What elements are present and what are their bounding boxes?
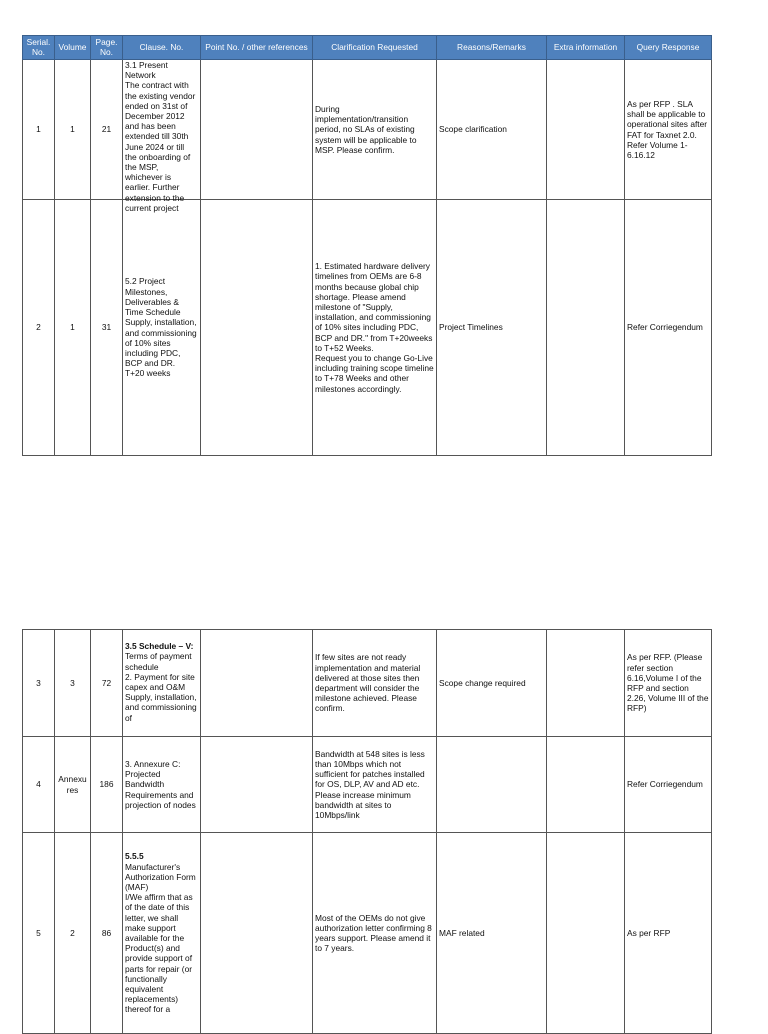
header-serial[interactable]: Serial. No.	[23, 36, 55, 60]
cell-reason[interactable]	[437, 737, 547, 833]
cell-reason[interactable]: Scope change required	[437, 630, 547, 737]
table-row	[23, 200, 712, 456]
cell-response[interactable]: Refer Corriegendum	[625, 200, 712, 456]
header-clarification[interactable]: Clarification Requested	[313, 36, 437, 60]
cell-point[interactable]	[201, 737, 313, 833]
cell-clarification[interactable]: During implementation/transition period, no SLAs of existing system will be applicable to MSP. Please confirm.	[313, 60, 437, 200]
cell-point[interactable]	[201, 200, 313, 456]
cell-volume[interactable]: 2	[55, 833, 91, 1034]
cell-clarification[interactable]: Most of the OEMs do not give authorization letter confirming 8 years support. Please amend it to 7 years.	[313, 833, 437, 1034]
table-section-top	[22, 35, 712, 456]
cell-volume[interactable]: 3	[55, 630, 91, 737]
cell-clarification[interactable]: 1. Estimated hardware delivery timelines from OEMs are 6-8 months because global chip shortage. Please amend milestone of "Supply, installation, and commissioning of 10% sites including PDC, BCP and DR." from T+20weeks to T+52 Weeks. Request you to change Go-Live including training scope timeline to T+78 Weeks and other milestones accordingly.	[313, 200, 437, 456]
header-reason[interactable]: Reasons/Remarks	[437, 36, 547, 60]
cell-clause-text: 5.2 Project Milestones, Deliverables & Time Schedule Supply, installation, and commissioning of 10% sites including PDC, BCP and DR. T+20 weeks	[125, 276, 197, 379]
cell-page[interactable]: 86	[91, 833, 123, 1034]
clarification-table-top	[22, 35, 712, 456]
cell-extra[interactable]	[547, 833, 625, 1034]
cell-serial[interactable]: 4	[23, 737, 55, 833]
cell-volume[interactable]: 1	[55, 60, 91, 200]
cell-point[interactable]	[201, 630, 313, 737]
table-row	[23, 833, 712, 1034]
table-row	[23, 630, 712, 737]
cell-clarification[interactable]: If few sites are not ready implementation and material delivered at those sites then department will consider the milestone achieved. Please confirm.	[313, 630, 437, 737]
cell-volume[interactable]: 1	[55, 200, 91, 456]
cell-response[interactable]: As per RFP . SLA shall be applicable to operational sites after FAT for Taxnet 2.0. Refer Volume 1- 6.16.12	[625, 60, 712, 200]
cell-clause[interactable]	[123, 833, 201, 1034]
cell-serial[interactable]: 3	[23, 630, 55, 737]
cell-serial[interactable]: 1	[23, 60, 55, 200]
clarification-table-bottom	[22, 629, 712, 1034]
cell-point[interactable]	[201, 60, 313, 200]
cell-response[interactable]: As per RFP. (Please refer section 6.16,Volume I of the RFP and section 2.26, Volume III of the RFP)	[625, 630, 712, 737]
cell-reason[interactable]: MAF related	[437, 833, 547, 1034]
cell-serial[interactable]: 5	[23, 833, 55, 1034]
header-page[interactable]: Page. No.	[91, 36, 123, 60]
cell-extra[interactable]	[547, 630, 625, 737]
header-row	[23, 36, 712, 60]
cell-clause-text: 3.5 Schedule – V: Terms of payment schedule 2. Payment for site capex and O&M Supply, installation, and commissioning of	[125, 641, 197, 723]
table-section-bottom	[22, 629, 712, 1034]
header-point[interactable]: Point No. / other references	[201, 36, 313, 60]
cell-serial[interactable]: 2	[23, 200, 55, 456]
cell-clause[interactable]	[123, 60, 201, 213]
cell-clause[interactable]	[123, 737, 201, 833]
cell-extra[interactable]	[547, 200, 625, 456]
cell-page[interactable]: 31	[91, 200, 123, 456]
cell-clause-text: 5.5.5 Manufacturer's Authorization Form (MAF) I/We affirm that as of the date of this letter, we shall make support available for the Product(s) and provide support of parts for repair (or functionally equivalent replacements) thereof for a	[125, 851, 196, 1015]
cell-volume[interactable]: Annexures	[55, 737, 91, 833]
cell-extra[interactable]	[547, 60, 625, 200]
cell-extra[interactable]	[547, 737, 625, 833]
cell-clarification[interactable]: Bandwidth at 548 sites is less than 10Mbps which not sufficient for patches installed for OS, DLP, AV and AD etc. Please increase minimum bandwidth at sites to 10Mbps/link	[313, 737, 437, 833]
cell-clause[interactable]	[123, 200, 201, 456]
cell-clause[interactable]	[123, 630, 201, 737]
cell-response[interactable]: Refer Corriegendum	[625, 737, 712, 833]
header-response[interactable]: Query Response	[625, 36, 712, 60]
cell-point[interactable]	[201, 833, 313, 1034]
table-row	[23, 60, 712, 200]
cell-page[interactable]: 21	[91, 60, 123, 200]
header-clause[interactable]: Clause. No.	[123, 36, 201, 60]
cell-clause-text: 3.1 Present Network The contract with the existing vendor ended on 31st of December 2012 and has been extended till 30th June 2024 or till the onboarding of the MSP, whichever is earlier. Further extension to the current project	[125, 60, 196, 213]
cell-page[interactable]: 186	[91, 737, 123, 833]
header-volume[interactable]: Volume	[55, 36, 91, 60]
cell-response[interactable]: As per RFP	[625, 833, 712, 1034]
cell-clause-text: 3. Annexure C: Projected Bandwidth Requirements and projection of nodes	[125, 758, 196, 810]
header-extra[interactable]: Extra information	[547, 36, 625, 60]
cell-page[interactable]: 72	[91, 630, 123, 737]
cell-reason[interactable]: Scope clarification	[437, 60, 547, 200]
table-row	[23, 737, 712, 833]
cell-reason[interactable]: Project Timelines	[437, 200, 547, 456]
